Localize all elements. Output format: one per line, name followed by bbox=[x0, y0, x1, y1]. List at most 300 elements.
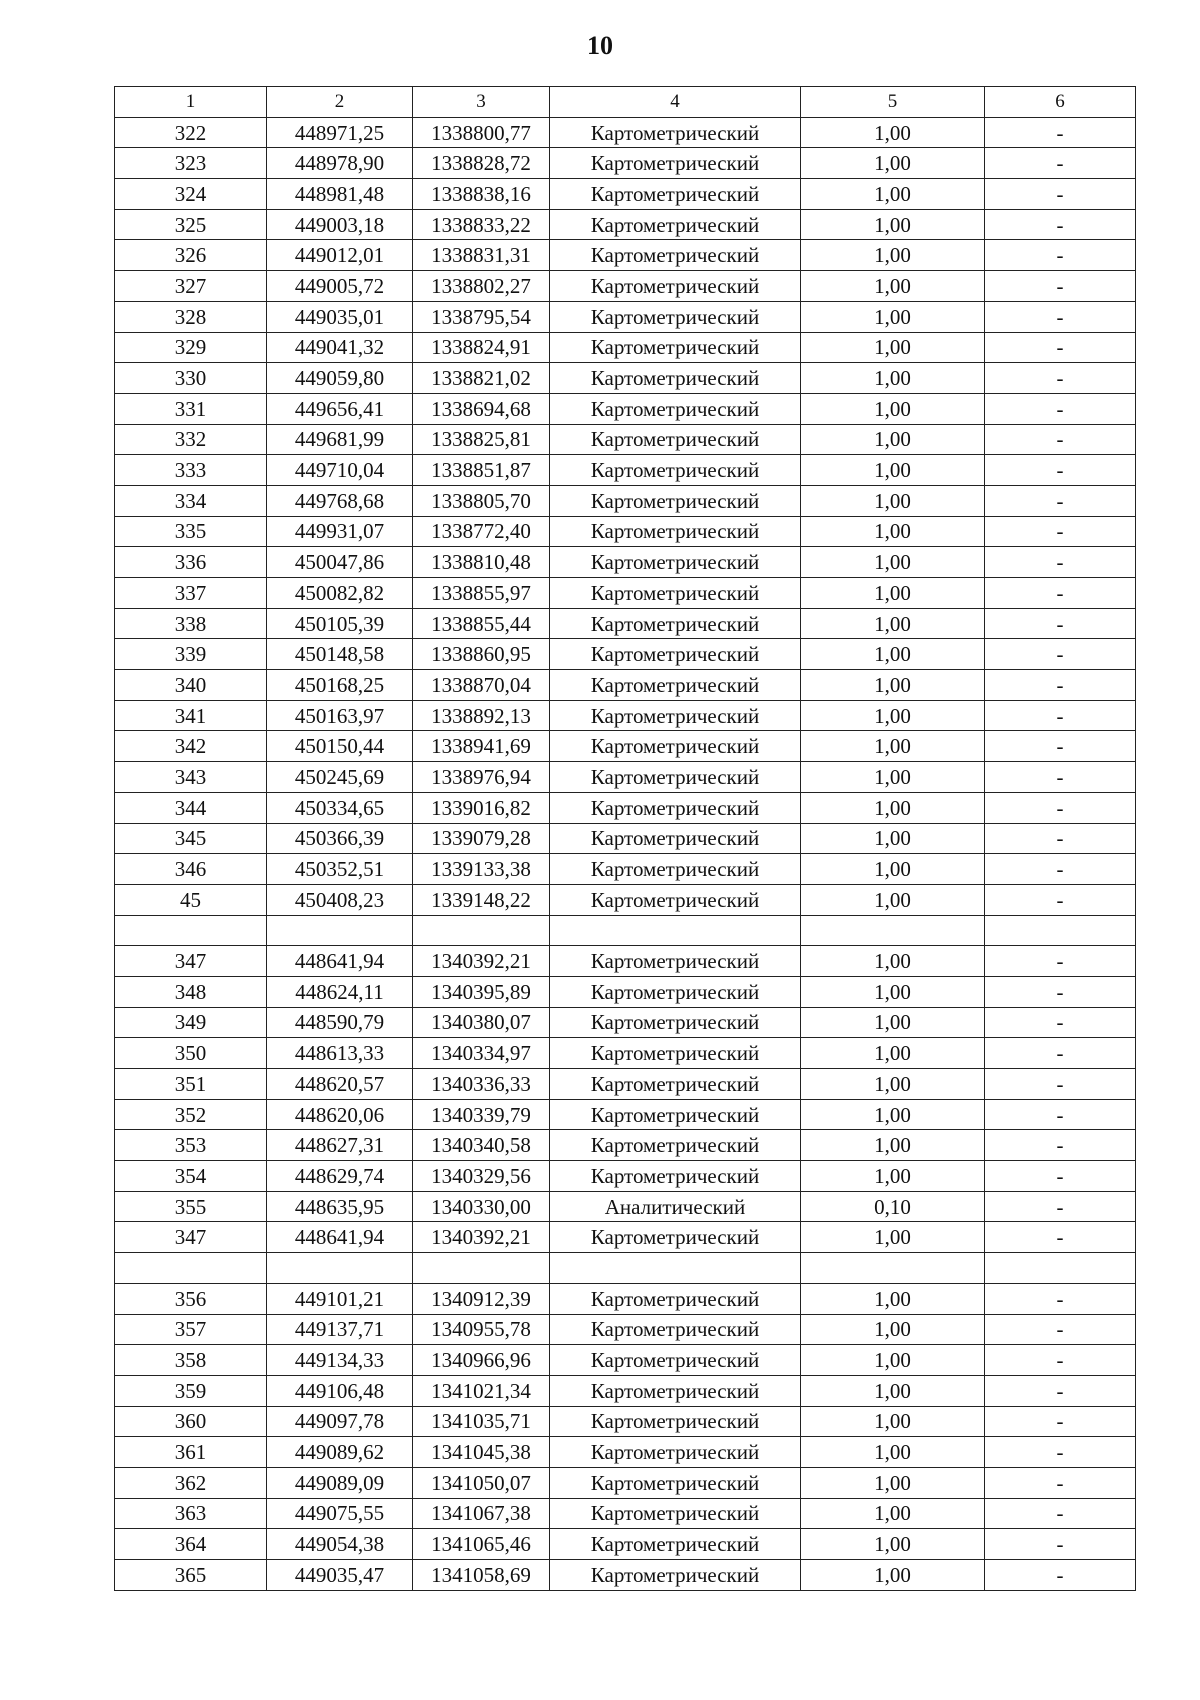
y-coordinate-cell: 1341050,07 bbox=[413, 1467, 550, 1498]
y-coordinate-cell: 1340339,79 bbox=[413, 1099, 550, 1130]
point-number-cell: 325 bbox=[115, 209, 267, 240]
point-number-cell: 323 bbox=[115, 148, 267, 179]
x-coordinate-cell: 449101,21 bbox=[267, 1283, 413, 1314]
table-row bbox=[115, 209, 1136, 240]
point-number-cell: 45 bbox=[115, 884, 267, 915]
x-coordinate-cell: 448629,74 bbox=[267, 1161, 413, 1192]
x-coordinate-cell: 448624,11 bbox=[267, 976, 413, 1007]
x-coordinate-cell: 450105,39 bbox=[267, 608, 413, 639]
x-coordinate-cell: 448620,06 bbox=[267, 1099, 413, 1130]
x-coordinate-cell bbox=[267, 915, 413, 946]
accuracy-cell: 1,00 bbox=[801, 700, 985, 731]
description-cell: - bbox=[985, 271, 1136, 302]
y-coordinate-cell: 1340334,97 bbox=[413, 1038, 550, 1069]
x-coordinate-cell: 450352,51 bbox=[267, 854, 413, 885]
point-number-cell: 358 bbox=[115, 1345, 267, 1376]
x-coordinate-cell: 449097,78 bbox=[267, 1406, 413, 1437]
y-coordinate-cell: 1340955,78 bbox=[413, 1314, 550, 1345]
table-row bbox=[115, 946, 1136, 977]
x-coordinate-cell: 448613,33 bbox=[267, 1038, 413, 1069]
x-coordinate-cell: 449035,01 bbox=[267, 301, 413, 332]
separator-row bbox=[115, 915, 1136, 946]
description-cell: - bbox=[985, 976, 1136, 1007]
column-header: 1 bbox=[115, 87, 267, 118]
accuracy-cell: 1,00 bbox=[801, 1560, 985, 1591]
method-cell: Картометрический bbox=[550, 393, 801, 424]
point-number-cell: 359 bbox=[115, 1375, 267, 1406]
table-row bbox=[115, 1314, 1136, 1345]
table-row bbox=[115, 1437, 1136, 1468]
accuracy-cell: 1,00 bbox=[801, 1437, 985, 1468]
description-cell: - bbox=[985, 854, 1136, 885]
method-cell: Картометрический bbox=[550, 854, 801, 885]
x-coordinate-cell: 448641,94 bbox=[267, 1222, 413, 1253]
table-row bbox=[115, 823, 1136, 854]
point-number-cell: 356 bbox=[115, 1283, 267, 1314]
description-cell: - bbox=[985, 485, 1136, 516]
x-coordinate-cell: 449106,48 bbox=[267, 1375, 413, 1406]
point-number-cell: 341 bbox=[115, 700, 267, 731]
table-row bbox=[115, 1406, 1136, 1437]
description-cell: - bbox=[985, 1130, 1136, 1161]
table-row bbox=[115, 332, 1136, 363]
description-cell: - bbox=[985, 240, 1136, 271]
accuracy-cell: 1,00 bbox=[801, 762, 985, 793]
y-coordinate-cell bbox=[413, 915, 550, 946]
point-number-cell: 337 bbox=[115, 578, 267, 609]
accuracy-cell bbox=[801, 915, 985, 946]
y-coordinate-cell: 1341058,69 bbox=[413, 1560, 550, 1591]
method-cell: Картометрический bbox=[550, 1560, 801, 1591]
y-coordinate-cell: 1340912,39 bbox=[413, 1283, 550, 1314]
method-cell: Картометрический bbox=[550, 608, 801, 639]
accuracy-cell: 1,00 bbox=[801, 639, 985, 670]
accuracy-cell: 1,00 bbox=[801, 1161, 985, 1192]
description-cell bbox=[985, 915, 1136, 946]
method-cell: Картометрический bbox=[550, 578, 801, 609]
y-coordinate-cell: 1341065,46 bbox=[413, 1529, 550, 1560]
accuracy-cell: 1,00 bbox=[801, 271, 985, 302]
point-number-cell: 334 bbox=[115, 485, 267, 516]
x-coordinate-cell: 450047,86 bbox=[267, 547, 413, 578]
table-row bbox=[115, 179, 1136, 210]
accuracy-cell: 1,00 bbox=[801, 854, 985, 885]
point-number-cell: 345 bbox=[115, 823, 267, 854]
accuracy-cell: 1,00 bbox=[801, 393, 985, 424]
description-cell: - bbox=[985, 670, 1136, 701]
point-number-cell: 354 bbox=[115, 1161, 267, 1192]
y-coordinate-cell: 1341067,38 bbox=[413, 1498, 550, 1529]
y-coordinate-cell: 1339133,38 bbox=[413, 854, 550, 885]
point-number-cell: 352 bbox=[115, 1099, 267, 1130]
x-coordinate-cell: 449003,18 bbox=[267, 209, 413, 240]
table-row bbox=[115, 240, 1136, 271]
column-header: 6 bbox=[985, 87, 1136, 118]
accuracy-cell: 1,00 bbox=[801, 1130, 985, 1161]
accuracy-cell: 1,00 bbox=[801, 976, 985, 1007]
point-number-cell bbox=[115, 915, 267, 946]
y-coordinate-cell: 1338860,95 bbox=[413, 639, 550, 670]
method-cell: Картометрический bbox=[550, 240, 801, 271]
point-number-cell: 332 bbox=[115, 424, 267, 455]
description-cell: - bbox=[985, 1038, 1136, 1069]
x-coordinate-cell: 449089,09 bbox=[267, 1467, 413, 1498]
accuracy-cell: 1,00 bbox=[801, 1283, 985, 1314]
accuracy-cell: 1,00 bbox=[801, 424, 985, 455]
point-number-cell: 347 bbox=[115, 946, 267, 977]
point-number-cell: 340 bbox=[115, 670, 267, 701]
description-cell: - bbox=[985, 1529, 1136, 1560]
y-coordinate-cell: 1338825,81 bbox=[413, 424, 550, 455]
accuracy-cell: 1,00 bbox=[801, 1498, 985, 1529]
method-cell: Картометрический bbox=[550, 1498, 801, 1529]
accuracy-cell: 1,00 bbox=[801, 485, 985, 516]
table-row bbox=[115, 1038, 1136, 1069]
description-cell: - bbox=[985, 455, 1136, 486]
accuracy-cell: 1,00 bbox=[801, 179, 985, 210]
method-cell: Картометрический bbox=[550, 363, 801, 394]
method-cell: Картометрический bbox=[550, 1437, 801, 1468]
description-cell: - bbox=[985, 823, 1136, 854]
y-coordinate-cell: 1341045,38 bbox=[413, 1437, 550, 1468]
accuracy-cell: 1,00 bbox=[801, 792, 985, 823]
x-coordinate-cell: 449137,71 bbox=[267, 1314, 413, 1345]
accuracy-cell: 1,00 bbox=[801, 117, 985, 148]
y-coordinate-cell: 1338828,72 bbox=[413, 148, 550, 179]
y-coordinate-cell: 1340329,56 bbox=[413, 1161, 550, 1192]
x-coordinate-cell: 450245,69 bbox=[267, 762, 413, 793]
accuracy-cell: 0,10 bbox=[801, 1191, 985, 1222]
table-row bbox=[115, 762, 1136, 793]
description-cell: - bbox=[985, 731, 1136, 762]
accuracy-cell: 1,00 bbox=[801, 547, 985, 578]
y-coordinate-cell: 1338976,94 bbox=[413, 762, 550, 793]
y-coordinate-cell: 1338833,22 bbox=[413, 209, 550, 240]
description-cell: - bbox=[985, 1191, 1136, 1222]
accuracy-cell: 1,00 bbox=[801, 1406, 985, 1437]
accuracy-cell: 1,00 bbox=[801, 1314, 985, 1345]
accuracy-cell: 1,00 bbox=[801, 240, 985, 271]
y-coordinate-cell: 1338795,54 bbox=[413, 301, 550, 332]
method-cell: Картометрический bbox=[550, 700, 801, 731]
point-number-cell: 364 bbox=[115, 1529, 267, 1560]
method-cell: Картометрический bbox=[550, 1099, 801, 1130]
description-cell: - bbox=[985, 1283, 1136, 1314]
description-cell: - bbox=[985, 179, 1136, 210]
y-coordinate-cell: 1338810,48 bbox=[413, 547, 550, 578]
method-cell: Картометрический bbox=[550, 455, 801, 486]
method-cell: Картометрический bbox=[550, 301, 801, 332]
y-coordinate-cell: 1339016,82 bbox=[413, 792, 550, 823]
y-coordinate-cell: 1340395,89 bbox=[413, 976, 550, 1007]
y-coordinate-cell: 1338772,40 bbox=[413, 516, 550, 547]
method-cell: Картометрический bbox=[550, 209, 801, 240]
description-cell: - bbox=[985, 639, 1136, 670]
description-cell: - bbox=[985, 209, 1136, 240]
method-cell: Картометрический bbox=[550, 424, 801, 455]
description-cell: - bbox=[985, 424, 1136, 455]
table-row bbox=[115, 547, 1136, 578]
table-row bbox=[115, 854, 1136, 885]
x-coordinate-cell: 448978,90 bbox=[267, 148, 413, 179]
accuracy-cell: 1,00 bbox=[801, 1529, 985, 1560]
method-cell: Картометрический bbox=[550, 1283, 801, 1314]
x-coordinate-cell: 449089,62 bbox=[267, 1437, 413, 1468]
coordinates-table bbox=[114, 86, 1136, 1591]
y-coordinate-cell: 1338800,77 bbox=[413, 117, 550, 148]
x-coordinate-cell: 449075,55 bbox=[267, 1498, 413, 1529]
method-cell: Картометрический bbox=[550, 1069, 801, 1100]
y-coordinate-cell: 1340392,21 bbox=[413, 1222, 550, 1253]
table-row bbox=[115, 1222, 1136, 1253]
method-cell: Картометрический bbox=[550, 332, 801, 363]
method-cell: Картометрический bbox=[550, 547, 801, 578]
accuracy-cell: 1,00 bbox=[801, 1069, 985, 1100]
description-cell: - bbox=[985, 332, 1136, 363]
point-number-cell: 348 bbox=[115, 976, 267, 1007]
y-coordinate-cell: 1338851,87 bbox=[413, 455, 550, 486]
table-row bbox=[115, 1161, 1136, 1192]
x-coordinate-cell: 449012,01 bbox=[267, 240, 413, 271]
page-number: 10 bbox=[587, 31, 613, 60]
description-cell: - bbox=[985, 1498, 1136, 1529]
description-cell: - bbox=[985, 148, 1136, 179]
x-coordinate-cell: 449134,33 bbox=[267, 1345, 413, 1376]
column-header: 2 bbox=[267, 87, 413, 118]
point-number-cell: 362 bbox=[115, 1467, 267, 1498]
x-coordinate-cell: 448635,95 bbox=[267, 1191, 413, 1222]
x-coordinate-cell bbox=[267, 1253, 413, 1284]
method-cell: Картометрический bbox=[550, 1375, 801, 1406]
table-row bbox=[115, 1191, 1136, 1222]
accuracy-cell: 1,00 bbox=[801, 209, 985, 240]
method-cell bbox=[550, 1253, 801, 1284]
accuracy-cell: 1,00 bbox=[801, 516, 985, 547]
accuracy-cell: 1,00 bbox=[801, 823, 985, 854]
x-coordinate-cell: 450408,23 bbox=[267, 884, 413, 915]
method-cell: Картометрический bbox=[550, 639, 801, 670]
description-cell: - bbox=[985, 1222, 1136, 1253]
method-cell: Картометрический bbox=[550, 179, 801, 210]
table-row bbox=[115, 700, 1136, 731]
accuracy-cell: 1,00 bbox=[801, 946, 985, 977]
point-number-cell: 330 bbox=[115, 363, 267, 394]
method-cell: Картометрический bbox=[550, 1038, 801, 1069]
description-cell: - bbox=[985, 1406, 1136, 1437]
point-number-cell: 333 bbox=[115, 455, 267, 486]
y-coordinate-cell: 1339079,28 bbox=[413, 823, 550, 854]
column-header: 5 bbox=[801, 87, 985, 118]
method-cell: Картометрический bbox=[550, 884, 801, 915]
x-coordinate-cell: 449656,41 bbox=[267, 393, 413, 424]
table-row bbox=[115, 393, 1136, 424]
y-coordinate-cell: 1338831,31 bbox=[413, 240, 550, 271]
y-coordinate-cell: 1341021,34 bbox=[413, 1375, 550, 1406]
x-coordinate-cell: 449710,04 bbox=[267, 455, 413, 486]
point-number-cell: 331 bbox=[115, 393, 267, 424]
description-cell: - bbox=[985, 1007, 1136, 1038]
description-cell: - bbox=[985, 608, 1136, 639]
y-coordinate-cell: 1340966,96 bbox=[413, 1345, 550, 1376]
point-number-cell: 350 bbox=[115, 1038, 267, 1069]
table-body bbox=[115, 117, 1136, 1590]
point-number-cell: 365 bbox=[115, 1560, 267, 1591]
accuracy-cell: 1,00 bbox=[801, 608, 985, 639]
accuracy-cell: 1,00 bbox=[801, 148, 985, 179]
method-cell: Картометрический bbox=[550, 823, 801, 854]
method-cell: Картометрический bbox=[550, 1345, 801, 1376]
point-number-cell: 355 bbox=[115, 1191, 267, 1222]
table-row bbox=[115, 1498, 1136, 1529]
description-cell bbox=[985, 1253, 1136, 1284]
y-coordinate-cell: 1338941,69 bbox=[413, 731, 550, 762]
y-coordinate-cell: 1338821,02 bbox=[413, 363, 550, 394]
y-coordinate-cell: 1338892,13 bbox=[413, 700, 550, 731]
y-coordinate-cell: 1338824,91 bbox=[413, 332, 550, 363]
description-cell: - bbox=[985, 792, 1136, 823]
accuracy-cell: 1,00 bbox=[801, 1222, 985, 1253]
description-cell: - bbox=[985, 393, 1136, 424]
table-row bbox=[115, 1529, 1136, 1560]
table-row bbox=[115, 455, 1136, 486]
table-row bbox=[115, 271, 1136, 302]
x-coordinate-cell: 449931,07 bbox=[267, 516, 413, 547]
x-coordinate-cell: 448620,57 bbox=[267, 1069, 413, 1100]
point-number-cell: 351 bbox=[115, 1069, 267, 1100]
accuracy-cell: 1,00 bbox=[801, 301, 985, 332]
y-coordinate-cell: 1339148,22 bbox=[413, 884, 550, 915]
method-cell: Картометрический bbox=[550, 516, 801, 547]
method-cell: Картометрический bbox=[550, 1467, 801, 1498]
x-coordinate-cell: 448981,48 bbox=[267, 179, 413, 210]
y-coordinate-cell: 1340330,00 bbox=[413, 1191, 550, 1222]
method-cell: Картометрический bbox=[550, 117, 801, 148]
y-coordinate-cell: 1338870,04 bbox=[413, 670, 550, 701]
method-cell: Картометрический bbox=[550, 670, 801, 701]
method-cell: Картометрический bbox=[550, 1130, 801, 1161]
table-row bbox=[115, 485, 1136, 516]
point-number-cell: 343 bbox=[115, 762, 267, 793]
x-coordinate-cell: 450148,58 bbox=[267, 639, 413, 670]
accuracy-cell: 1,00 bbox=[801, 1007, 985, 1038]
x-coordinate-cell: 448590,79 bbox=[267, 1007, 413, 1038]
point-number-cell: 326 bbox=[115, 240, 267, 271]
table-row bbox=[115, 578, 1136, 609]
method-cell: Картометрический bbox=[550, 976, 801, 1007]
table-row bbox=[115, 1130, 1136, 1161]
method-cell: Аналитический bbox=[550, 1191, 801, 1222]
y-coordinate-cell: 1338805,70 bbox=[413, 485, 550, 516]
x-coordinate-cell: 450082,82 bbox=[267, 578, 413, 609]
accuracy-cell: 1,00 bbox=[801, 455, 985, 486]
description-cell: - bbox=[985, 1161, 1136, 1192]
point-number-cell: 349 bbox=[115, 1007, 267, 1038]
x-coordinate-cell: 450334,65 bbox=[267, 792, 413, 823]
method-cell: Картометрический bbox=[550, 1222, 801, 1253]
accuracy-cell: 1,00 bbox=[801, 1467, 985, 1498]
x-coordinate-cell: 449041,32 bbox=[267, 332, 413, 363]
x-coordinate-cell: 449035,47 bbox=[267, 1560, 413, 1591]
description-cell: - bbox=[985, 700, 1136, 731]
column-header: 3 bbox=[413, 87, 550, 118]
table-row bbox=[115, 363, 1136, 394]
table-row bbox=[115, 301, 1136, 332]
method-cell: Картометрический bbox=[550, 792, 801, 823]
point-number-cell: 328 bbox=[115, 301, 267, 332]
description-cell: - bbox=[985, 117, 1136, 148]
description-cell: - bbox=[985, 1467, 1136, 1498]
point-number-cell: 344 bbox=[115, 792, 267, 823]
point-number-cell: 347 bbox=[115, 1222, 267, 1253]
column-header: 4 bbox=[550, 87, 801, 118]
description-cell: - bbox=[985, 516, 1136, 547]
description-cell: - bbox=[985, 1345, 1136, 1376]
table-row bbox=[115, 1283, 1136, 1314]
separator-row bbox=[115, 1253, 1136, 1284]
table-row bbox=[115, 1099, 1136, 1130]
accuracy-cell: 1,00 bbox=[801, 1038, 985, 1069]
point-number-cell bbox=[115, 1253, 267, 1284]
description-cell: - bbox=[985, 762, 1136, 793]
x-coordinate-cell: 450366,39 bbox=[267, 823, 413, 854]
description-cell: - bbox=[985, 1069, 1136, 1100]
table-row bbox=[115, 976, 1136, 1007]
table-row bbox=[115, 148, 1136, 179]
point-number-cell: 324 bbox=[115, 179, 267, 210]
table-row bbox=[115, 1467, 1136, 1498]
x-coordinate-cell: 449681,99 bbox=[267, 424, 413, 455]
table-row bbox=[115, 516, 1136, 547]
x-coordinate-cell: 449059,80 bbox=[267, 363, 413, 394]
point-number-cell: 339 bbox=[115, 639, 267, 670]
y-coordinate-cell: 1340380,07 bbox=[413, 1007, 550, 1038]
accuracy-cell: 1,00 bbox=[801, 1345, 985, 1376]
table-row bbox=[115, 424, 1136, 455]
x-coordinate-cell: 449005,72 bbox=[267, 271, 413, 302]
y-coordinate-cell: 1338802,27 bbox=[413, 271, 550, 302]
point-number-cell: 335 bbox=[115, 516, 267, 547]
point-number-cell: 342 bbox=[115, 731, 267, 762]
table-header-row bbox=[115, 87, 1136, 118]
method-cell: Картометрический bbox=[550, 1406, 801, 1437]
method-cell: Картометрический bbox=[550, 148, 801, 179]
y-coordinate-cell: 1340392,21 bbox=[413, 946, 550, 977]
table-row bbox=[115, 117, 1136, 148]
table-row bbox=[115, 884, 1136, 915]
point-number-cell: 322 bbox=[115, 117, 267, 148]
y-coordinate-cell bbox=[413, 1253, 550, 1284]
method-cell bbox=[550, 915, 801, 946]
y-coordinate-cell: 1338838,16 bbox=[413, 179, 550, 210]
y-coordinate-cell: 1338694,68 bbox=[413, 393, 550, 424]
y-coordinate-cell: 1340340,58 bbox=[413, 1130, 550, 1161]
description-cell: - bbox=[985, 547, 1136, 578]
point-number-cell: 363 bbox=[115, 1498, 267, 1529]
table-row bbox=[115, 1069, 1136, 1100]
x-coordinate-cell: 448627,31 bbox=[267, 1130, 413, 1161]
method-cell: Картометрический bbox=[550, 1161, 801, 1192]
point-number-cell: 360 bbox=[115, 1406, 267, 1437]
description-cell: - bbox=[985, 1560, 1136, 1591]
accuracy-cell: 1,00 bbox=[801, 670, 985, 701]
table-row bbox=[115, 792, 1136, 823]
x-coordinate-cell: 450150,44 bbox=[267, 731, 413, 762]
table-row bbox=[115, 731, 1136, 762]
x-coordinate-cell: 448971,25 bbox=[267, 117, 413, 148]
y-coordinate-cell: 1340336,33 bbox=[413, 1069, 550, 1100]
y-coordinate-cell: 1338855,44 bbox=[413, 608, 550, 639]
method-cell: Картометрический bbox=[550, 271, 801, 302]
